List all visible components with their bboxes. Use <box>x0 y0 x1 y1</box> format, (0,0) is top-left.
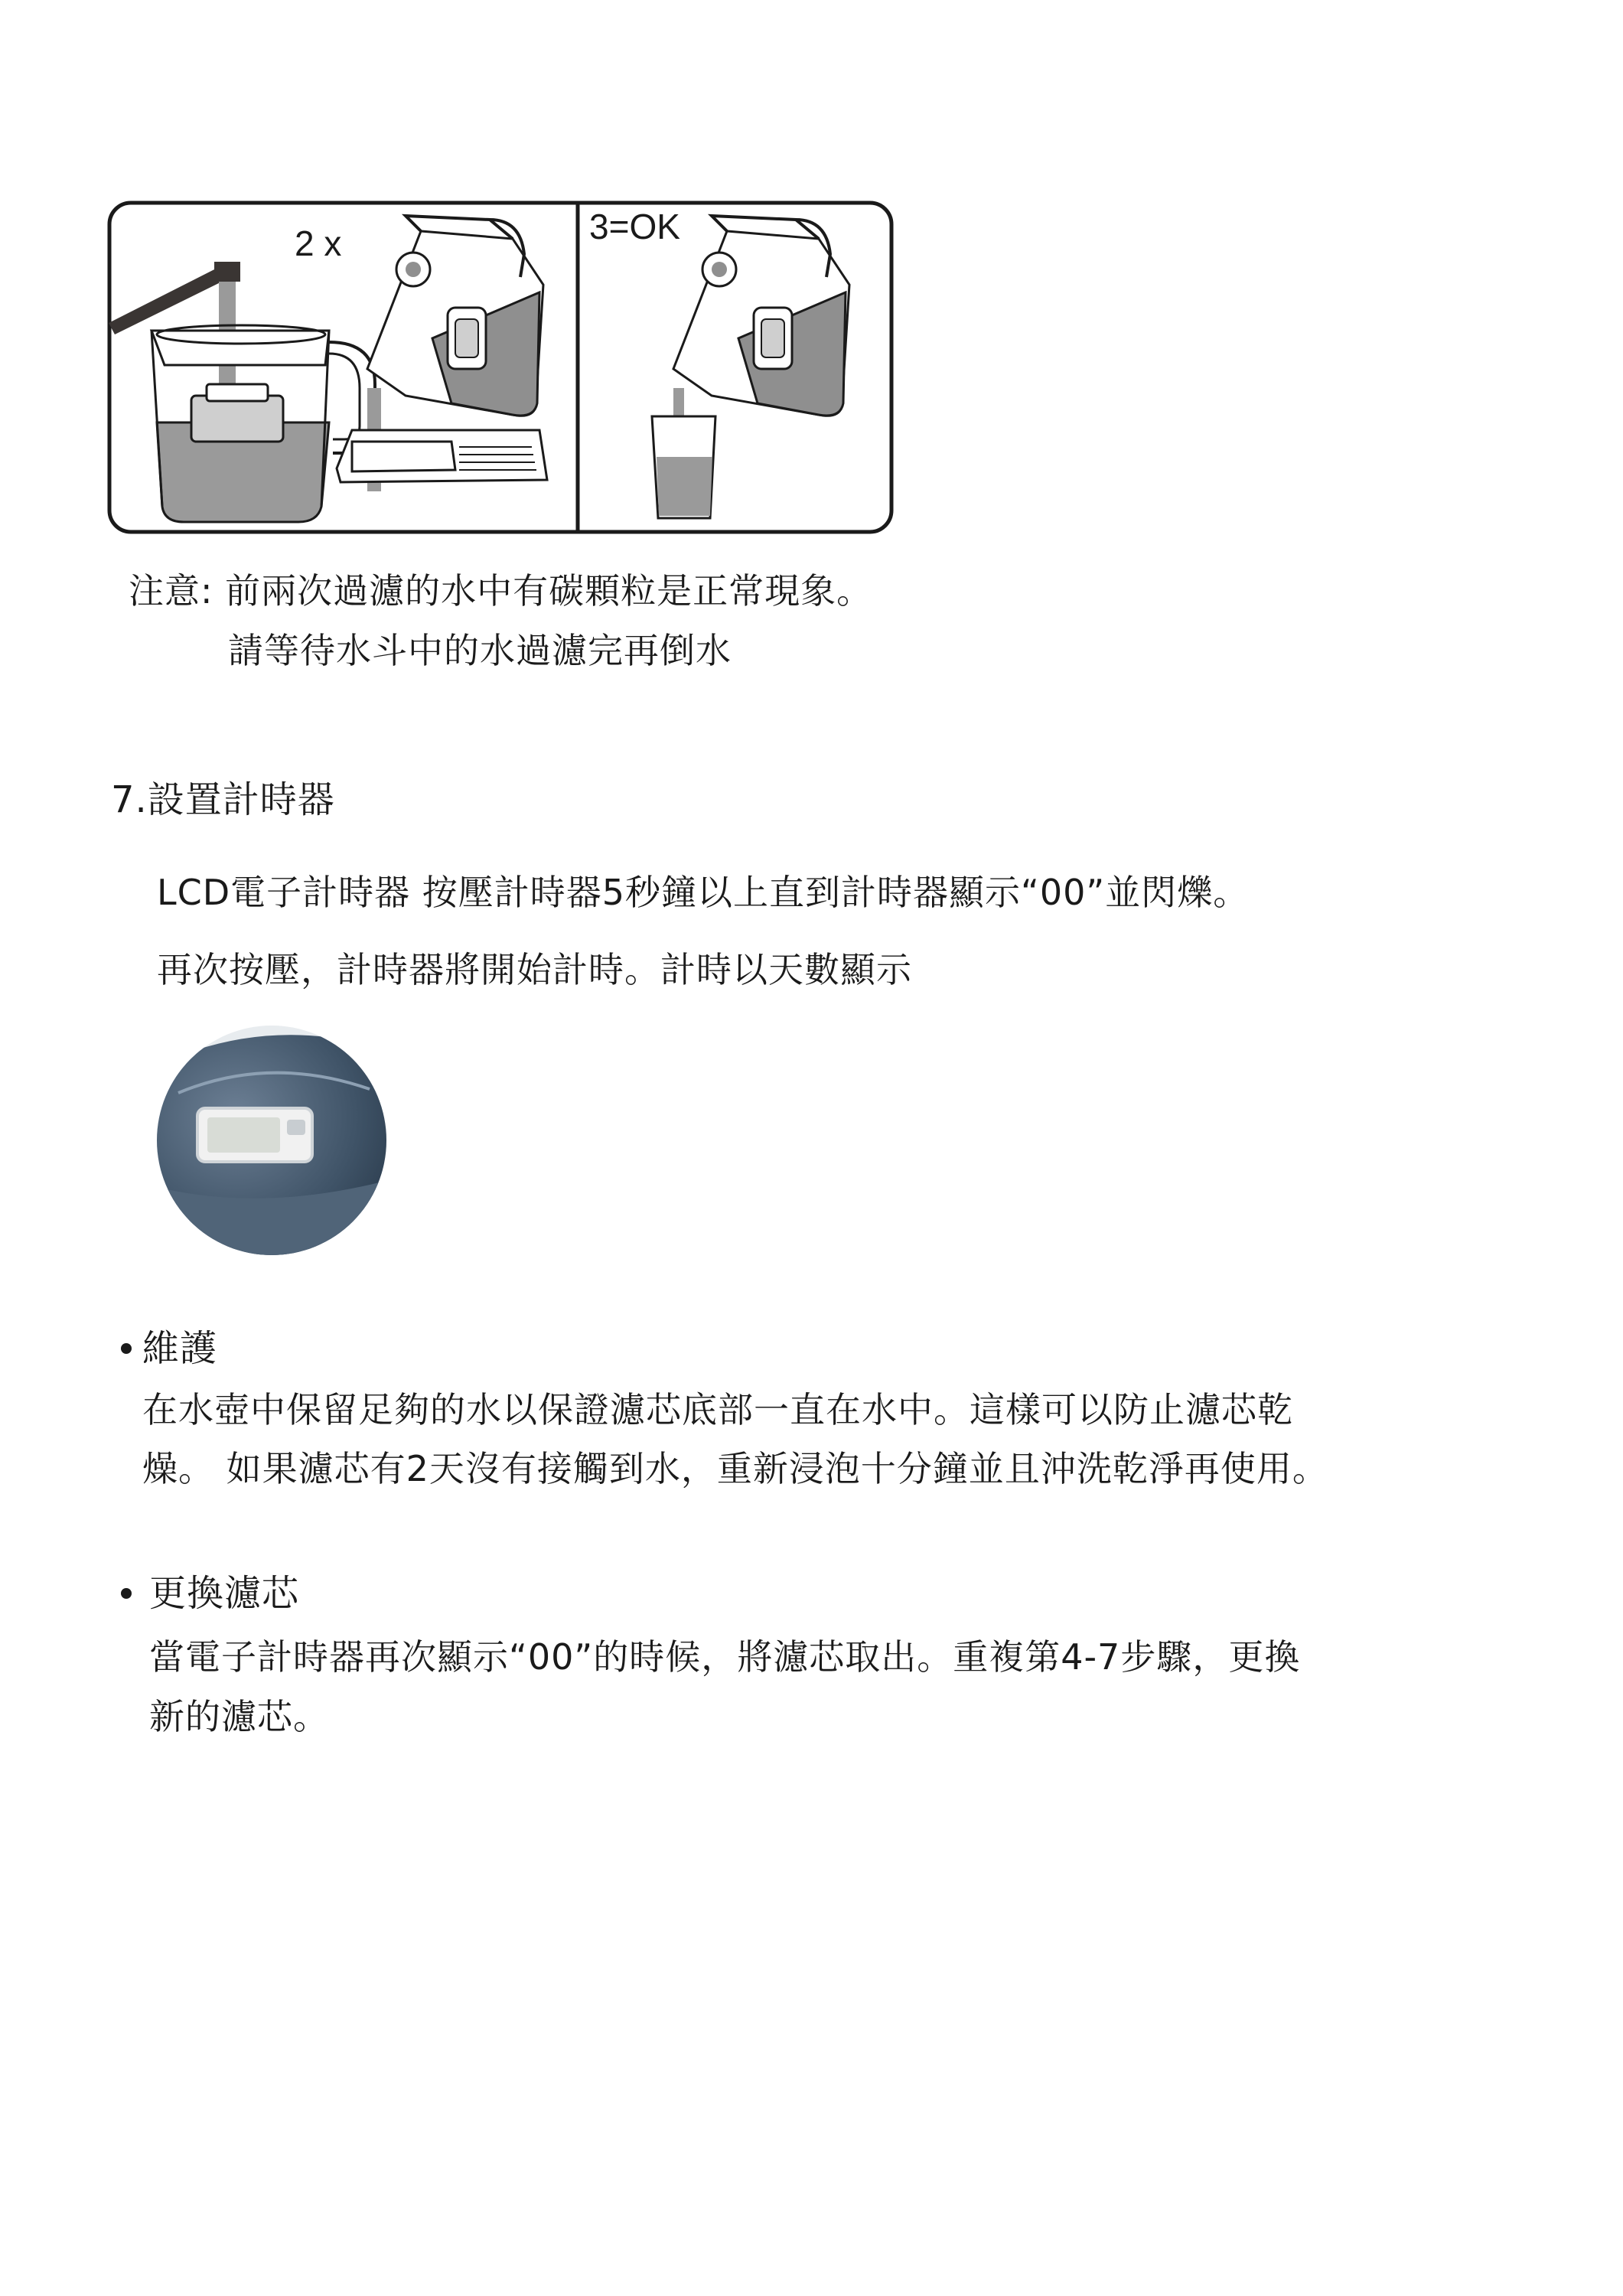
diagram-label-3ok: 3=OK <box>589 207 680 246</box>
replace-text-line-1: 當電子計時器再次顯示“00”的時候，將濾芯取出。重複第4-7步驟，更換 <box>149 1636 1301 1678</box>
replace-text-line-2: 新的濾芯。 <box>149 1696 329 1737</box>
diagram-label-2x: 2 x <box>295 223 342 263</box>
replace-bullet-icon <box>121 1588 132 1599</box>
timer-instruction-line-2: 再次按壓，計時器將開始計時。計時以天數顯示 <box>157 949 912 990</box>
glass-icon <box>652 416 715 518</box>
sink-icon <box>337 430 547 482</box>
replace-heading: 更換濾芯 <box>149 1572 300 1615</box>
note-line-1: 注意: 前兩次過濾的水中有碳顆粒是正常現象。 <box>129 570 873 612</box>
lcd-screen-icon <box>197 1108 312 1162</box>
maintenance-bullet-icon <box>121 1343 132 1354</box>
lcd-timer-photo <box>155 1024 389 1257</box>
maintenance-text-line-2: 燥。 如果濾芯有2天沒有接觸到水，重新浸泡十分鐘並且沖洗乾淨再使用。 <box>142 1448 1328 1489</box>
filter-rinse-diagram <box>107 201 895 537</box>
timer-section-heading: 7.設置計時器 <box>111 778 335 821</box>
maintenance-heading: 維護 <box>142 1327 218 1370</box>
timer-instruction-line-1: LCD電子計時器 按壓計時器5秒鐘以上直到計時器顯示“00”並閃爍。 <box>157 872 1250 913</box>
maintenance-text-line-1: 在水壺中保留足夠的水以保證濾芯底部一直在水中。這樣可以防止濾芯乾 <box>142 1389 1293 1430</box>
note-line-2: 請等待水斗中的水過濾完再倒水 <box>228 630 732 671</box>
